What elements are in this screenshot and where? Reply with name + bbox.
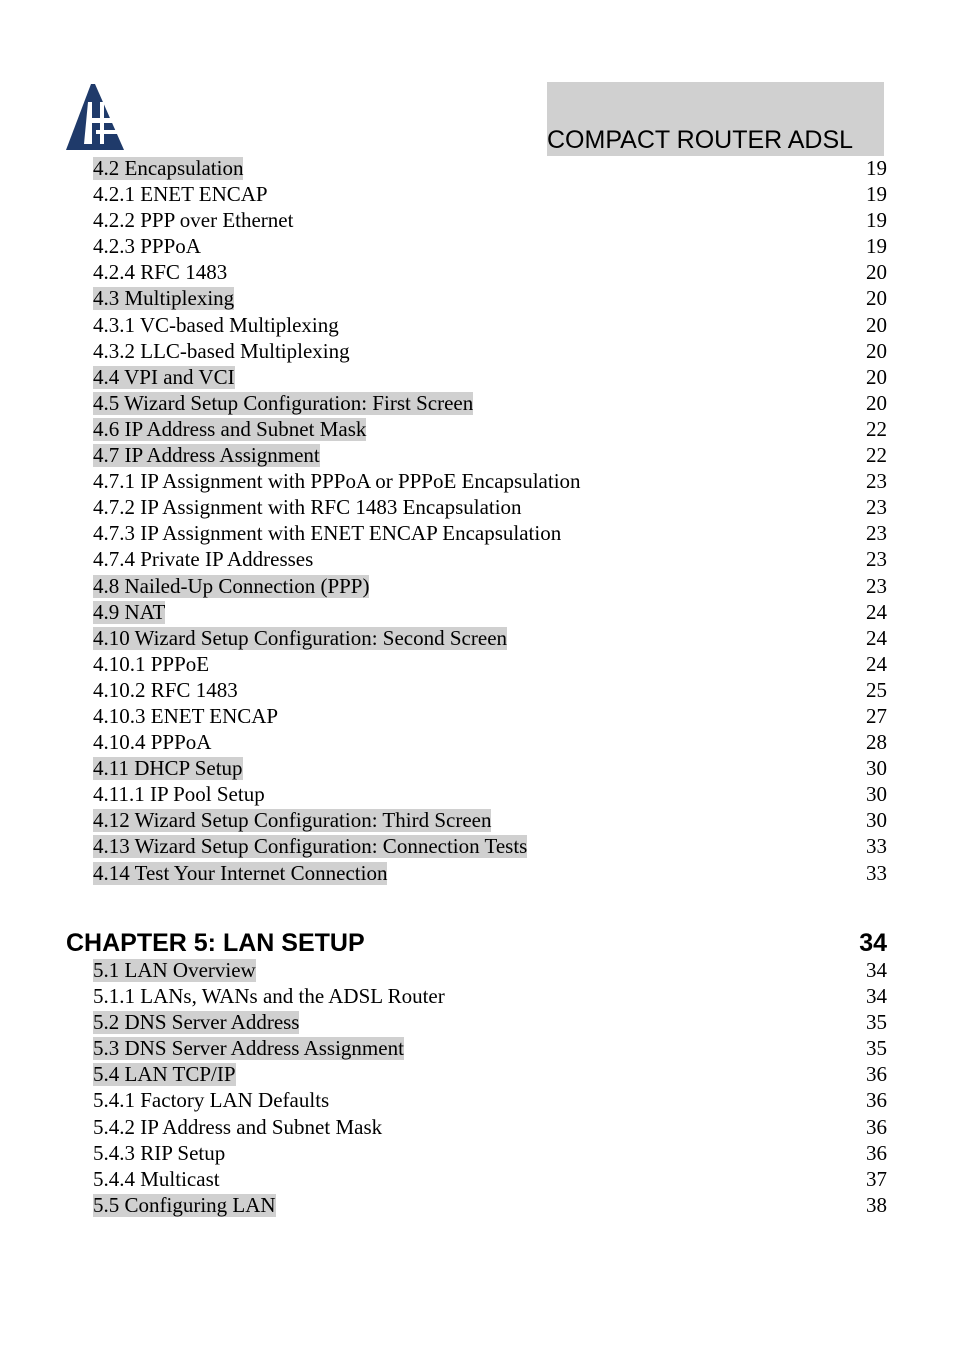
toc-entry-page: 24 bbox=[866, 651, 887, 676]
toc-entry[interactable] bbox=[0, 600, 954, 626]
toc-entry-page: 23 bbox=[866, 469, 887, 494]
toc-entry-page: 23 bbox=[866, 547, 887, 572]
toc-entry-label: 5.4.2 IP Address and Subnet Mask bbox=[93, 1114, 383, 1139]
toc-entry-label: 4.13 Wizard Setup Configuration: Connection Tests bbox=[93, 834, 528, 859]
toc-entry-label: 4.5 Wizard Setup Configuration: First Screen bbox=[93, 390, 474, 415]
toc-entry-page: 23 bbox=[866, 495, 887, 520]
toc-entry-page: 19 bbox=[866, 156, 887, 180]
toc-entry-label: 4.12 Wizard Setup Configuration: Third Screen bbox=[93, 808, 492, 833]
toc-entry-label: 4.2 Encapsulation bbox=[93, 156, 244, 180]
toc-entry-label: 4.3.2 LLC-based Multiplexing bbox=[93, 338, 350, 363]
toc-entry[interactable] bbox=[0, 1062, 954, 1088]
toc-entry-page: 23 bbox=[866, 521, 887, 546]
toc-entry-page: 22 bbox=[866, 443, 887, 468]
toc-entry-label: 4.11 DHCP Setup bbox=[93, 756, 243, 781]
toc-entry-page: 30 bbox=[866, 782, 887, 807]
toc-entry-page: 36 bbox=[866, 1114, 887, 1139]
toc-entry[interactable] bbox=[0, 182, 954, 208]
toc-entry[interactable] bbox=[0, 547, 954, 573]
toc-entry[interactable] bbox=[0, 1115, 954, 1141]
toc-entry[interactable] bbox=[0, 574, 954, 600]
toc-entry-page: 20 bbox=[866, 338, 887, 363]
toc-entry-label: 4.10.2 RFC 1483 bbox=[93, 677, 238, 702]
toc-entry-page: 20 bbox=[866, 390, 887, 415]
toc-entry-label: 4.7.1 IP Assignment with PPPoA or PPPoE Encapsulation bbox=[93, 469, 581, 494]
toc-entry-label: 4.3.1 VC-based Multiplexing bbox=[93, 312, 339, 337]
toc-entry[interactable] bbox=[0, 678, 954, 704]
toc-entry[interactable] bbox=[0, 365, 954, 391]
toc-entry-label: 4.7 IP Address Assignment bbox=[93, 443, 320, 468]
toc-entry-page: 30 bbox=[866, 808, 887, 833]
toc-entry[interactable] bbox=[0, 1088, 954, 1114]
toc-entry-label: 5.4.1 Factory LAN Defaults bbox=[93, 1088, 330, 1113]
toc-entry[interactable] bbox=[0, 313, 954, 339]
toc-entry-page: 35 bbox=[866, 1010, 887, 1035]
toc-entry-page: 20 bbox=[866, 312, 887, 337]
toc-entry[interactable] bbox=[0, 782, 954, 808]
toc-entry[interactable] bbox=[0, 208, 954, 234]
toc-entry-label: 5.2 DNS Server Address bbox=[93, 1010, 300, 1035]
toc-entry-label: 4.10.4 PPPoA bbox=[93, 730, 212, 755]
chapter-page-number: 34 bbox=[859, 929, 887, 957]
toc-entry-page: 35 bbox=[866, 1036, 887, 1061]
toc-entry[interactable] bbox=[0, 861, 954, 887]
toc-entry-label: 4.11.1 IP Pool Setup bbox=[93, 782, 265, 807]
toc-entry-page: 20 bbox=[866, 364, 887, 389]
toc-entry[interactable] bbox=[0, 339, 954, 365]
toc-entry[interactable] bbox=[0, 495, 954, 521]
toc-entry[interactable] bbox=[0, 834, 954, 860]
toc-entry-label: 4.10 Wizard Setup Configuration: Second Screen bbox=[93, 625, 508, 650]
toc-entry-page: 30 bbox=[866, 756, 887, 781]
toc-entry-label: 5.5 Configuring LAN bbox=[93, 1192, 276, 1217]
toc-entry-label: 5.4.3 RIP Setup bbox=[93, 1140, 226, 1165]
toc-entry[interactable] bbox=[0, 1193, 954, 1219]
toc-entry-label: 4.9 NAT bbox=[93, 599, 166, 624]
toc-entry[interactable] bbox=[0, 652, 954, 678]
toc-entry-label: 5.1 LAN Overview bbox=[93, 958, 256, 982]
toc-entry-label: 4.2.1 ENET ENCAP bbox=[93, 182, 268, 207]
chapter-title: CHAPTER 5: LAN SETUP bbox=[66, 929, 365, 957]
toc-entry[interactable] bbox=[0, 808, 954, 834]
toc-entry[interactable] bbox=[0, 521, 954, 547]
toc-entry[interactable] bbox=[0, 1010, 954, 1036]
toc-entry-page: 36 bbox=[866, 1140, 887, 1165]
toc-entry[interactable] bbox=[0, 984, 954, 1010]
toc-entry-page: 34 bbox=[866, 984, 887, 1009]
toc-entry[interactable] bbox=[0, 626, 954, 652]
toc-entry-page: 37 bbox=[866, 1166, 887, 1191]
toc-entry-page: 24 bbox=[866, 599, 887, 624]
toc-entry-page: 33 bbox=[866, 834, 887, 859]
toc-entry-label: 4.2.2 PPP over Ethernet bbox=[93, 208, 294, 233]
toc-entry-page: 24 bbox=[866, 625, 887, 650]
toc-entry[interactable] bbox=[0, 391, 954, 417]
toc-entry-page: 25 bbox=[866, 677, 887, 702]
toc-entry-page: 23 bbox=[866, 573, 887, 598]
toc-entry-label: 4.2.4 RFC 1483 bbox=[93, 260, 228, 285]
toc-entry-label: 4.7.3 IP Assignment with ENET ENCAP Encapsulation bbox=[93, 521, 562, 546]
toc-entry[interactable] bbox=[0, 469, 954, 495]
toc-entry-label: 4.7.4 Private IP Addresses bbox=[93, 547, 314, 572]
toc-entry-page: 19 bbox=[866, 234, 887, 259]
toc-entry-page: 33 bbox=[866, 860, 887, 885]
toc-entry[interactable] bbox=[0, 1141, 954, 1167]
document-title: COMPACT ROUTER ADSL bbox=[547, 126, 854, 154]
toc-entry-page: 20 bbox=[866, 260, 887, 285]
toc-entry[interactable] bbox=[0, 704, 954, 730]
toc-entry-label: 4.7.2 IP Assignment with RFC 1483 Encapsulation bbox=[93, 495, 522, 520]
toc-entry-label: 5.4.4 Multicast bbox=[93, 1166, 220, 1191]
toc-entry-label: 4.10.1 PPPoE bbox=[93, 651, 210, 676]
toc-entry[interactable] bbox=[0, 958, 954, 984]
toc-entry[interactable] bbox=[0, 417, 954, 443]
toc-entry[interactable] bbox=[0, 1036, 954, 1062]
toc-entry-page: 34 bbox=[866, 958, 887, 982]
toc-section-chapter4 bbox=[0, 156, 954, 887]
toc-entry[interactable] bbox=[0, 756, 954, 782]
toc-entry-page: 36 bbox=[866, 1088, 887, 1113]
toc-entry-page: 28 bbox=[866, 730, 887, 755]
toc-entry[interactable] bbox=[0, 1167, 954, 1193]
toc-entry-page: 22 bbox=[866, 416, 887, 441]
toc-entry-label: 5.1.1 LANs, WANs and the ADSL Router bbox=[93, 984, 445, 1009]
toc-entry-label: 4.2.3 PPPoA bbox=[93, 234, 201, 259]
toc-entry-label: 4.6 IP Address and Subnet Mask bbox=[93, 416, 367, 441]
toc-entry[interactable] bbox=[0, 234, 954, 260]
toc-entry-label: 4.8 Nailed-Up Connection (PPP) bbox=[93, 573, 370, 598]
toc-entry[interactable] bbox=[0, 730, 954, 756]
toc-entry-label: 4.4 VPI and VCI bbox=[93, 364, 235, 389]
toc-entry-page: 19 bbox=[866, 182, 887, 207]
toc-entry-page: 20 bbox=[866, 286, 887, 311]
toc-entry-label: 5.4 LAN TCP/IP bbox=[93, 1062, 236, 1087]
toc-entry-page: 19 bbox=[866, 208, 887, 233]
toc-entry[interactable] bbox=[0, 443, 954, 469]
toc-entry-label: 4.10.3 ENET ENCAP bbox=[93, 703, 279, 728]
toc-section-chapter5 bbox=[0, 958, 954, 1219]
toc-entry-label: 5.3 DNS Server Address Assignment bbox=[93, 1036, 404, 1061]
toc-entry[interactable] bbox=[0, 286, 954, 312]
toc-entry-label: 4.14 Test Your Internet Connection bbox=[93, 860, 388, 885]
atlantis-logo-icon bbox=[64, 82, 126, 152]
toc-entry-label: 4.3 Multiplexing bbox=[93, 286, 235, 311]
toc-entry-page: 38 bbox=[866, 1192, 887, 1217]
chapter-heading[interactable] bbox=[0, 926, 954, 960]
toc-entry[interactable] bbox=[0, 260, 954, 286]
toc-entry[interactable] bbox=[0, 156, 954, 182]
toc-entry-page: 36 bbox=[866, 1062, 887, 1087]
toc-entry-page: 27 bbox=[866, 703, 887, 728]
